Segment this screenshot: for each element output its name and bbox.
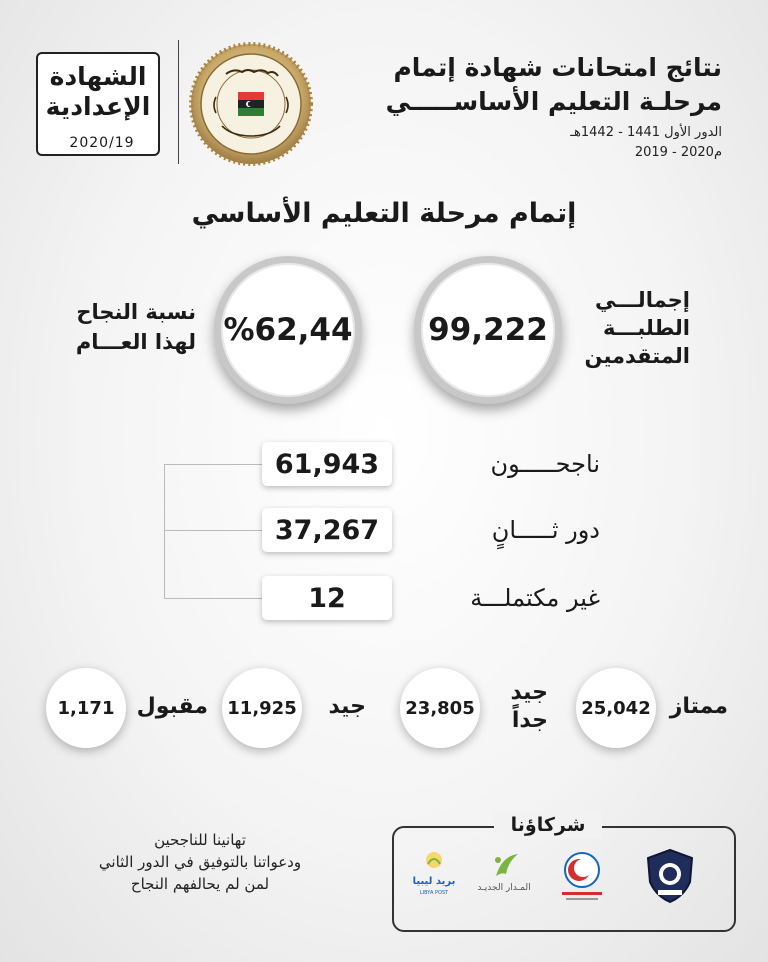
almadar-logo-icon bbox=[474, 846, 534, 906]
almadar-text: المـدار الجديـد bbox=[477, 883, 531, 893]
grade-very-good-label-2: جداً bbox=[511, 708, 548, 733]
session-line: الدور الأول 1441 - 1442هـ bbox=[570, 125, 722, 140]
incomplete-count: 12 bbox=[262, 576, 392, 620]
grade-excellent-count: 25,042 bbox=[576, 668, 656, 748]
grade-very-good-label-1: جيد bbox=[510, 680, 548, 705]
stats-connector bbox=[164, 530, 264, 531]
congrats-line3: لمن لم يحالفهم النجاح bbox=[130, 875, 270, 893]
badge-title-line2: الإعدادية bbox=[45, 92, 151, 121]
congrats-line2: ودعواتنا بالتوفيق في الدور الثاني bbox=[98, 853, 302, 871]
grade-acceptable-label: مقبول bbox=[136, 694, 208, 719]
pass-rate-circle: %62,44 bbox=[214, 256, 362, 404]
incomplete-label: غير مكتملـــة bbox=[470, 584, 600, 612]
grade-excellent-label: ممتاز bbox=[669, 694, 728, 719]
grade-very-good-count: 23,805 bbox=[400, 668, 480, 748]
pass-rate-label-1: نسبة النجاح bbox=[76, 300, 196, 324]
libya-post-text: بريد ليبيا bbox=[412, 876, 456, 887]
passed-count: 61,943 bbox=[262, 442, 392, 486]
police-badge-logo-icon bbox=[640, 846, 700, 906]
total-students-circle: 99,222 bbox=[414, 256, 562, 404]
badge-title-line1: الشهادة bbox=[49, 62, 147, 91]
grade-acceptable-count: 1,171 bbox=[46, 668, 126, 748]
pass-rate-label-2: لهذا العـــام bbox=[75, 330, 196, 354]
header-divider bbox=[178, 40, 179, 164]
passed-label: ناجحـــــون bbox=[490, 450, 600, 478]
total-students-label-1: إجمالـــي bbox=[595, 288, 690, 312]
total-students-label-3: المتقدمين bbox=[584, 344, 690, 368]
second-round-label: دور ثـــــانٍ bbox=[491, 516, 600, 544]
libya-post-subtext: LIBYA POST bbox=[419, 890, 449, 896]
grade-good-count: 11,925 bbox=[222, 668, 302, 748]
stats-connector bbox=[164, 464, 165, 598]
page-title-line1: نتائج امتحانات شهادة إتمام bbox=[393, 53, 722, 82]
stats-connector bbox=[164, 598, 264, 599]
academic-year-line: 2019 - 2020م bbox=[634, 145, 722, 160]
libya-post-logo-icon bbox=[404, 846, 464, 906]
page-title-line2: مرحلـة التعليم الأساســـــي bbox=[385, 87, 722, 116]
congrats-line1: تهانينا للناجحين bbox=[154, 831, 246, 849]
red-crescent-logo-icon bbox=[552, 846, 612, 906]
libya-state-seal-icon bbox=[186, 42, 316, 166]
total-students-label-2: الطلبـــة bbox=[603, 316, 690, 340]
partners-title: شركاؤنا bbox=[494, 812, 602, 838]
badge-year: 2020/19 bbox=[52, 132, 152, 154]
second-round-count: 37,267 bbox=[262, 508, 392, 552]
stats-connector bbox=[164, 464, 264, 465]
grade-good-label: جيد bbox=[328, 694, 366, 719]
section-title: إتمام مرحلة التعليم الأساسي bbox=[191, 198, 577, 229]
